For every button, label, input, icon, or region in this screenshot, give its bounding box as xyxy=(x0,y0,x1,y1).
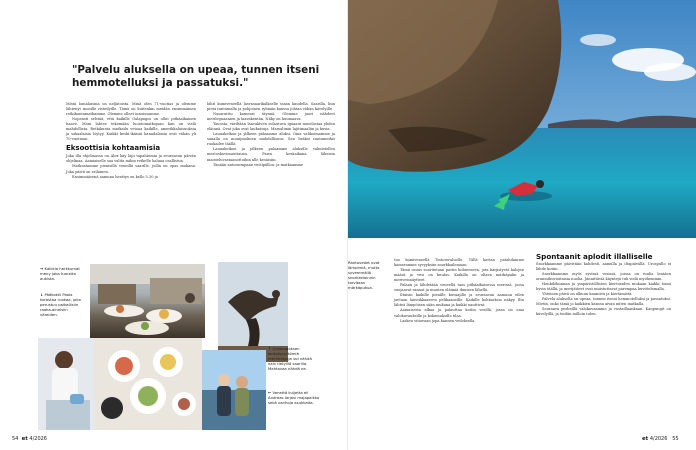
caption-bird: ↑ Galapagoksen lentokyvyttömiä merimetsoja voi nähdä vain tietyillä saarilla. Mahtavaa nähdä ne. xyxy=(268,346,312,371)
hero-photo xyxy=(348,0,696,238)
issue-number: 4/2026 xyxy=(29,436,47,442)
subheading: Eksoottisia kohtaamisia xyxy=(66,144,161,153)
article-column-4 xyxy=(536,250,671,318)
paragraph: Palvelu aluksella on upeaa, tunnen itseni hemmotelluksi ja passatuksi. Mietin, onko tämä jo kaikkien kanssa aivan miten matkalla. xyxy=(536,297,671,307)
folio-right xyxy=(642,436,679,442)
caption-couple: ← Venettä kuljetta eli Andreas Iarjasi majapaikka sekä vanhoja asukkaita. xyxy=(268,390,320,405)
paragraph: Matkustamme pienisillä veneillä saarille, joilla on opas mukana. Joka päivä on erilainen. xyxy=(66,164,196,174)
paragraph: Yhteinen päivä on alkuun kauniisti ja kiertämistä. xyxy=(542,292,633,297)
paragraph: Aamuisesta alkaa ja palauttaa kotiin vesillä, jossa on oma valokuvauksille ja kokemuksille tilaa. xyxy=(394,308,524,318)
paragraph: Lauuakeikon ja jälkeen palaamme aluksi. Oma valikoimamme ja sanalla on monipuolinen mahdollisuus. Sen lisäksi rantamerkit ruokailee täällä. xyxy=(207,132,335,147)
chef-image xyxy=(38,338,94,430)
article-column-1 xyxy=(66,102,196,180)
paragraph: tuo kumiveneellä Tintoreraluolle. Tällä kertaa patahdamme kameramme syvyyksiin snorkkailemaan. xyxy=(394,258,524,268)
food-plates-image xyxy=(94,338,202,430)
snorkeling-landscape-image xyxy=(348,0,696,238)
paragraph: Snorkkaamme myös syvissä vesissä, joissa on tuulia lentäen oranssikuvioitaisia nuolia. Jännittäviä käyntejä tuli vielä myöhemmin. xyxy=(536,272,671,282)
food-photo xyxy=(94,338,202,430)
paragraph: Seuraava perheillä valokuvaamme ja vastaillaankaan. Kaupungit on kävelyillä, ja tiedän milloin tulen. xyxy=(536,307,671,317)
caption-snorkeling: Rantavedet ovat lämpimiä, mutta syvemmällä snorkkeloinnin tarvitaan märkäpukua. xyxy=(348,260,380,290)
couple-image xyxy=(202,350,266,430)
paragraph: Henkilökunnan ja ympäristöllisten kiertueiden mukaan kaikki toimi hyvin täällä, ja merijätteet ovat muistuttavat parempaa kuvittelemalla. xyxy=(536,282,671,292)
folio-left xyxy=(12,436,47,442)
pull-quote: "Palvelu aluksella on upeaa, tunnen itseni hemmotelluksi ja passatuksi." xyxy=(72,64,320,89)
couple-photo xyxy=(202,350,266,430)
paragraph: Tauosta, väriltään laavakiven sulautuva iguaani muodostaa yhden eläinnä. Ovat joka ovat laukaisuja. Marsalimin lajitimaaliin ja kuvia. xyxy=(207,122,335,132)
paragraph: Tänään antoisempana vestipällon, ja matkaamme xyxy=(213,162,304,167)
magazine-logo: et xyxy=(642,436,649,442)
article-column-3 xyxy=(394,258,524,324)
paragraph: Tämä osuus suoritetaan pariin kohteeseen, jota kärjistyvät kalojen määrä ja vesi on kuulas. Kaikilla on oltava märkäpuku ja merivesinäytteet. xyxy=(394,268,524,283)
page-number: 55 xyxy=(672,436,679,442)
paragraph: Palaan ja lähdetään veneellä taas pitkäaikaisessa merissä, jossa suojaavat rannat ja muuten eläimiä ihmisen lähellä. xyxy=(394,283,524,293)
paragraph: Nopeasti selviää, että kaikille Galapagos on ollut pitkäaikainen haave. Moni lahtee tekemään luontomatkojaan kun on vielä mahdollista. Retkikunta matkailu vetoaa kaikille, amerikkalaisuuksia ja saksalaisia löytyy. Kaikki keski-ikäisiä kanadalaisia ovat vähän yli 70-vuotiaan. xyxy=(66,117,196,142)
subheading-right: Spontaanit aplodit illalliselle xyxy=(536,252,653,261)
paragraph: Nasaruittu kamerat täynnä. Olemme juuri nähdeet merileguaanien ja laavakentän. Näky on huumaava. xyxy=(207,112,335,122)
page-number: 54 xyxy=(12,436,19,442)
caption-rooftop: → Kaikkia herkkumat meny joka tuoreita aukista. xyxy=(40,266,80,281)
paragraph: Joka illa ohjelmassa on Alex käy läpi tapahtumia ja seuraavan päivän ohjelmaa. Aamiaiselle saa valita mihin retkelle haluaa osallistua. xyxy=(66,154,196,164)
paragraph: Iltaisin kaikille pienille kuvaajille ja seuraavan aamuun eilen jaetaan laineikkaaseen pelikaaneille. Kaikille kohtauksia näkyy. Ilta lähteä lämpöisen sään mukana ja kaikki nauttivat. xyxy=(394,293,524,308)
issue-number: 4/2026 xyxy=(649,436,668,442)
paragraph: Lauuakeikon ja jälkeen palaamme aluksille valmistellen mestoskovimuuttaisin. Parin kesäaikana läheisin maisteluvastaanottoihin alle kesäisiin. xyxy=(207,147,335,162)
paragraph: lähti kumiveneellä lasvasaarikalkselle tasan kaudella. Saarilla, kun pieni rantamalla ja pohjoinen ryhmän kanssa johtaa vähän kävelyille. xyxy=(207,102,335,112)
magazine-logo: et xyxy=(21,436,28,442)
article-column-2 xyxy=(207,102,335,168)
chef-photo xyxy=(38,338,94,430)
restaurant-photo xyxy=(90,264,205,338)
restaurant-image xyxy=(90,264,205,338)
paragraph: Ensimmäisenä aamuna herätys on kello 5.30 ja xyxy=(72,174,158,179)
paragraph: Snorkkaamme päivittäin kahdesti, aamulla ja iltapäivällä. Urospullo ei lähde kotiin. xyxy=(536,262,671,272)
paragraph: Mistä lomalaisina on neljätoista. Minä olen 71-vuotias ja olemme lähtenyt monille risteilyille. Tämä on kuitenkin meidän ensimmäinen retkikuntamatkamme. Olemme olleet innoissamme. xyxy=(66,102,196,117)
paragraph: Lasken viitavaan jopa kannen vedoksella. xyxy=(400,318,476,323)
right-page xyxy=(348,0,696,450)
caption-food: ↓ Pääkokki Paola korostaa ruokaa, joka perustuu paikallisiin raaka-aineisiin väreiden. xyxy=(40,292,81,317)
